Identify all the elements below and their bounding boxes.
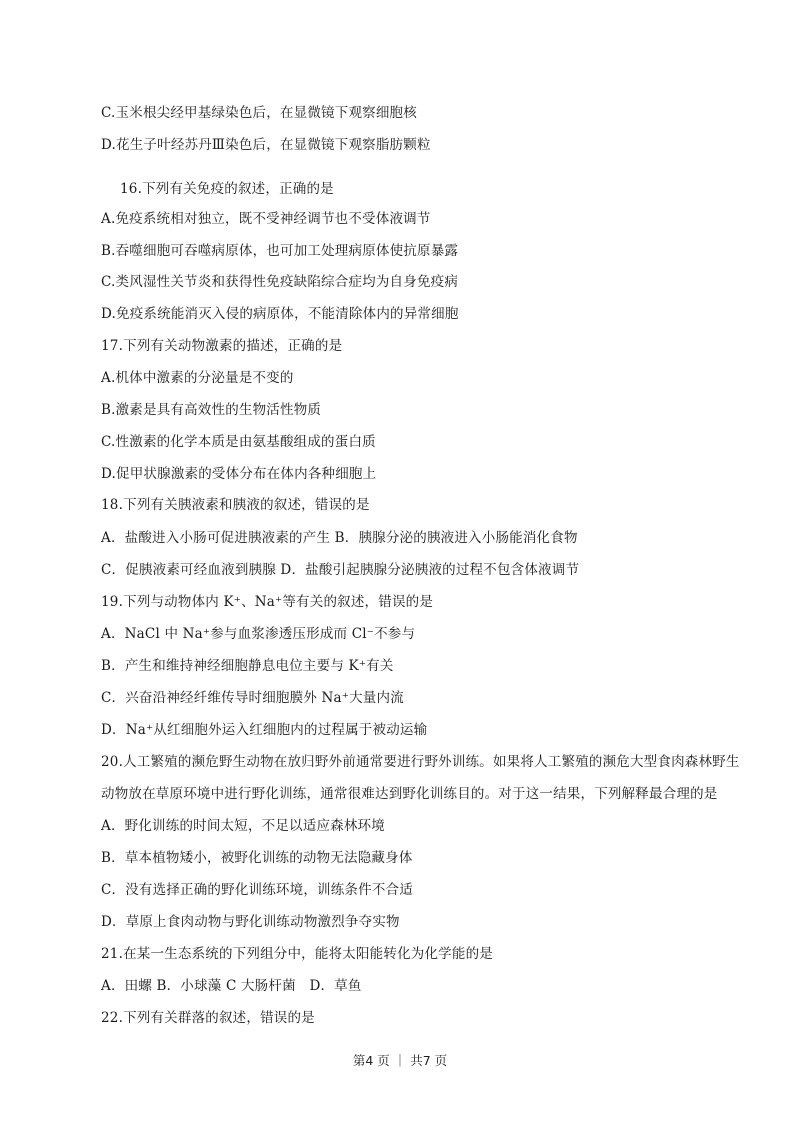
question-19: 19.下列与动物体内 K⁺、Na⁺等有关的叙述，错误的是 (101, 594, 434, 610)
option-17a: A.机体中激素的分泌量是不变的 (101, 370, 294, 386)
question-21: 21.在某一生态系统的下列组分中，能将太阳能转化为化学能的是 (101, 946, 493, 962)
option-16c: C.类风湿性关节炎和获得性免疫缺陷综合症均为自身免疫病 (101, 274, 459, 290)
option-17d: D.促甲状腺激素的受体分布在体内各种细胞上 (101, 466, 377, 482)
question-20-line2: 动物放在草原环境中进行野化训练，通常很难达到野化训练目的。对于这一结果，下列解释最合理的是 (101, 786, 718, 802)
option-20d: D．草原上食肉动物与野化训练动物激烈争夺实物 (101, 914, 400, 930)
option-20b: B．草本植物矮小，被野化训练的动物无法隐藏身体 (101, 850, 413, 866)
option-19b: B．产生和维持神经细胞静息电位主要与 K⁺有关 (101, 658, 394, 674)
option-15c: C.玉米根尖经甲基绿染色后，在显微镜下观察细胞核 (101, 105, 417, 121)
question-18: 18.下列有关胰液素和胰液的叙述，错误的是 (101, 497, 370, 513)
question-20-line1: 20.人工繁殖的濒危野生动物在放归野外前通常要进行野外训练。如果将人工繁殖的濒危大型食肉森林野生 (101, 754, 740, 770)
option-17c: C.性激素的化学本质是由氨基酸组成的蛋白质 (101, 434, 376, 450)
question-17: 17.下列有关动物激素的描述，正确的是 (101, 338, 343, 354)
page-footer: 第4 页 ｜ 共7 页 (352, 1053, 448, 1068)
option-17b: B.激素是具有高效性的生物活性物质 (101, 402, 322, 418)
question-22: 22.下列有关群落的叙述，错误的是 (101, 1010, 315, 1026)
option-18cd: C．促胰液素可经血液到胰腺 D．盐酸引起胰腺分泌胰液的过程不包含体液调节 (101, 562, 580, 578)
option-15d: D.花生子叶经苏丹Ⅲ染色后，在显微镜下观察脂肪颗粒 (101, 137, 431, 153)
question-16: 16.下列有关免疫的叙述，正确的是 (120, 181, 334, 197)
option-16b: B.吞噬细胞可吞噬病原体，也可加工处理病原体使抗原暴露 (101, 243, 459, 259)
option-21: A．田螺 B．小球藻 C 大肠杆菌 D．草鱼 (101, 978, 362, 994)
option-20a: A．野化训练的时间太短，不足以适应森林环境 (101, 818, 385, 834)
option-16a: A.免疫系统相对独立，既不受神经调节也不受体液调节 (101, 211, 431, 227)
option-18ab: A．盐酸进入小肠可促进胰液素的产生 B．胰腺分泌的胰液进入小肠能消化食物 (101, 530, 578, 546)
option-20c: C．没有选择正确的野化训练环境，训练条件不合适 (101, 882, 413, 898)
option-19d: D．Na⁺从红细胞外运入红细胞内的过程属于被动运输 (101, 722, 428, 738)
option-16d: D.免疫系统能消灭入侵的病原体，不能清除体内的异常细胞 (101, 306, 459, 322)
option-19c: C．兴奋沿神经纤维传导时细胞膜外 Na⁺大量内流 (101, 690, 404, 706)
option-19a: A．NaCl 中 Na⁺参与血浆渗透压形成而 Cl⁻不参与 (101, 626, 416, 642)
